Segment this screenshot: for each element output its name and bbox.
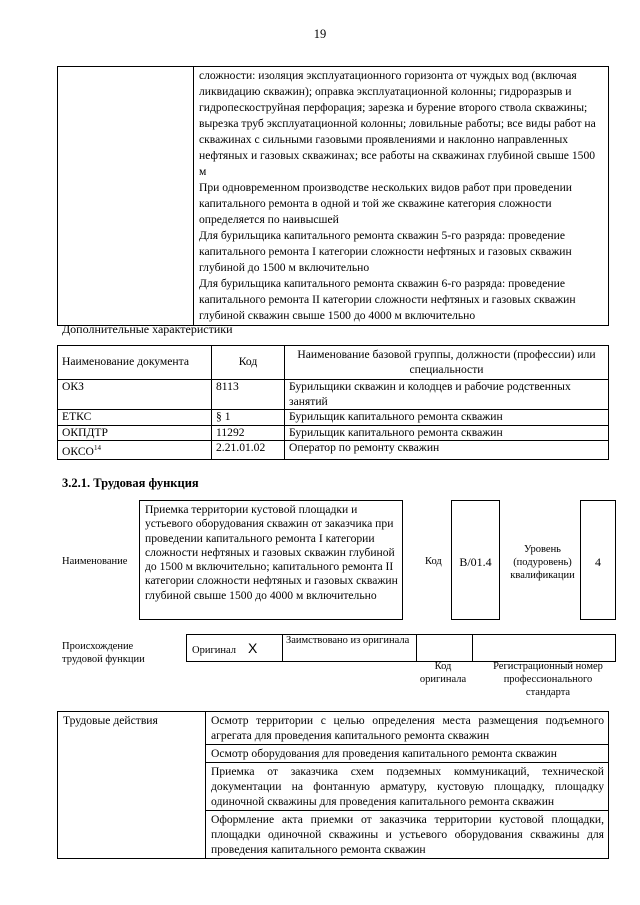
code-label: Код [425,556,442,567]
name-cell: Бурильщик капитального ремонта скважин [285,425,609,441]
action-item: Приемка от заказчика схем подземных коммуникаций, технической документации на фонтанную арматуру, кустовую площадку, площадку одиночной скважины для проведения капитального ремонта скважин [206,763,609,811]
code-original-caption: Код оригинала [419,661,467,685]
doc-name: ОКСО [62,444,94,458]
requirement-paragraph: Для бурильщика капитального ремонта скважин 6-го разряда: проведение капитального ремонта II категории сложности нефтяных и газовых скважин глубиной скважин свыше 1500 до 4000 м включительно [199,277,576,322]
name-cell: Оператор по ремонту скважин [285,441,609,460]
original-label: Оригинал [192,645,236,656]
level-label: Уровень (подуровень) квалификации [510,544,575,581]
origin-label: Происхождение трудовой функции [62,641,145,665]
header-name: Наименование базовой группы, должности (профессии) или специальности [285,346,609,380]
code-cell: 2.21.01.02 [212,441,285,460]
level-box: 4 [580,500,616,620]
labor-actions-table [57,711,609,859]
doc-cell [58,441,212,460]
code-cell: § 1 [212,410,285,426]
borrowed-label: Заимствовано из оригинала [283,635,417,662]
header-doc: Наименование документа [58,346,212,380]
doc-cell: ОКЗ [58,380,212,410]
reg-number-caption: Регистрационный номер профессионального стандарта [493,661,603,698]
footnote-ref: 14 [93,444,101,452]
original-mark: X [248,640,258,656]
code-original-cell [417,635,473,662]
labor-function-heading: 3.2.1. Трудовая функция [62,476,199,490]
original-cell [187,635,283,662]
table-row [58,410,609,426]
code-cell: 11292 [212,425,285,441]
extra-characteristics-title: Дополнительные характеристики [62,322,233,336]
table-row [58,441,609,460]
code-box: В/01.4 [451,500,500,620]
name-cell: Бурильщик капитального ремонта скважин [285,410,609,426]
requirement-paragraph: Для бурильщика капитального ремонта скважин 5-го разряда: проведение капитального ремонта I категории сложности нефтяных и газовых скважин глубиной до 1500 м включительно [199,229,572,274]
name-cell: Бурильщики скважин и колодцев и рабочие родственных занятий [285,380,609,410]
actions-label: Трудовые действия [58,712,206,859]
table-header-row [58,346,609,380]
function-name-box: Приемка территории кустовой площадки и устьевого оборудования скважин от заказчика при проведении капитального ремонта I категории сложности нефтяных и газовых скважин глубиной до 1500 м включительно; капитального ремонта II категории сложности нефтяных и газовых скважин глубиной свыше 1500 до 4000 м включительно [139,500,403,620]
header-code: Код [212,346,285,380]
table-row [58,425,609,441]
doc-cell: ОКПДТР [58,425,212,441]
action-item: Осмотр оборудования для проведения капитального ремонта скважин [206,745,609,763]
action-item: Оформление акта приемки от заказчика территории кустовой площадки, площадки одиночной скважины и устьевого оборудования скважины для проведения капитального ремонта скважин [206,811,609,859]
requirement-paragraph: При одновременном производстве нескольких видов работ при проведении капитального ремонта в одной и той же скважине категория сложности определяется по наивысшей [199,181,572,226]
requirements-continuation-table [57,66,609,326]
empty-cell [58,67,194,326]
extra-characteristics-table [57,345,609,460]
action-item: Осмотр территории с целью определения места размещения подъемного агрегата для проведения капитального ремонта скважин [206,712,609,745]
name-label: Наименование [62,556,128,567]
origin-table [186,634,616,662]
page-number: 19 [313,27,327,41]
code-cell: 8113 [212,380,285,410]
doc-cell: ЕТКС [58,410,212,426]
table-row [58,380,609,410]
requirement-paragraph: сложности: изоляция эксплуатационного горизонта от чуждых вод (включая ликвидацию скважин); оправка эксплуатационной колонны; гидроразрыв и гидропескоструйная перфорация; зарезка и бурение второго ствола скважины; вырезка труб эксплуатационной колонны; ловильные работы; все виды работ на скважинах с сильными газовыми проявлениями и наклонно направленных нефтяных и газовых скважинах; все работы на скважинах глубиной свыше 1500 м [199,69,596,178]
table-row [58,712,609,745]
reg-number-cell [473,635,616,662]
requirements-text-cell [194,67,609,326]
